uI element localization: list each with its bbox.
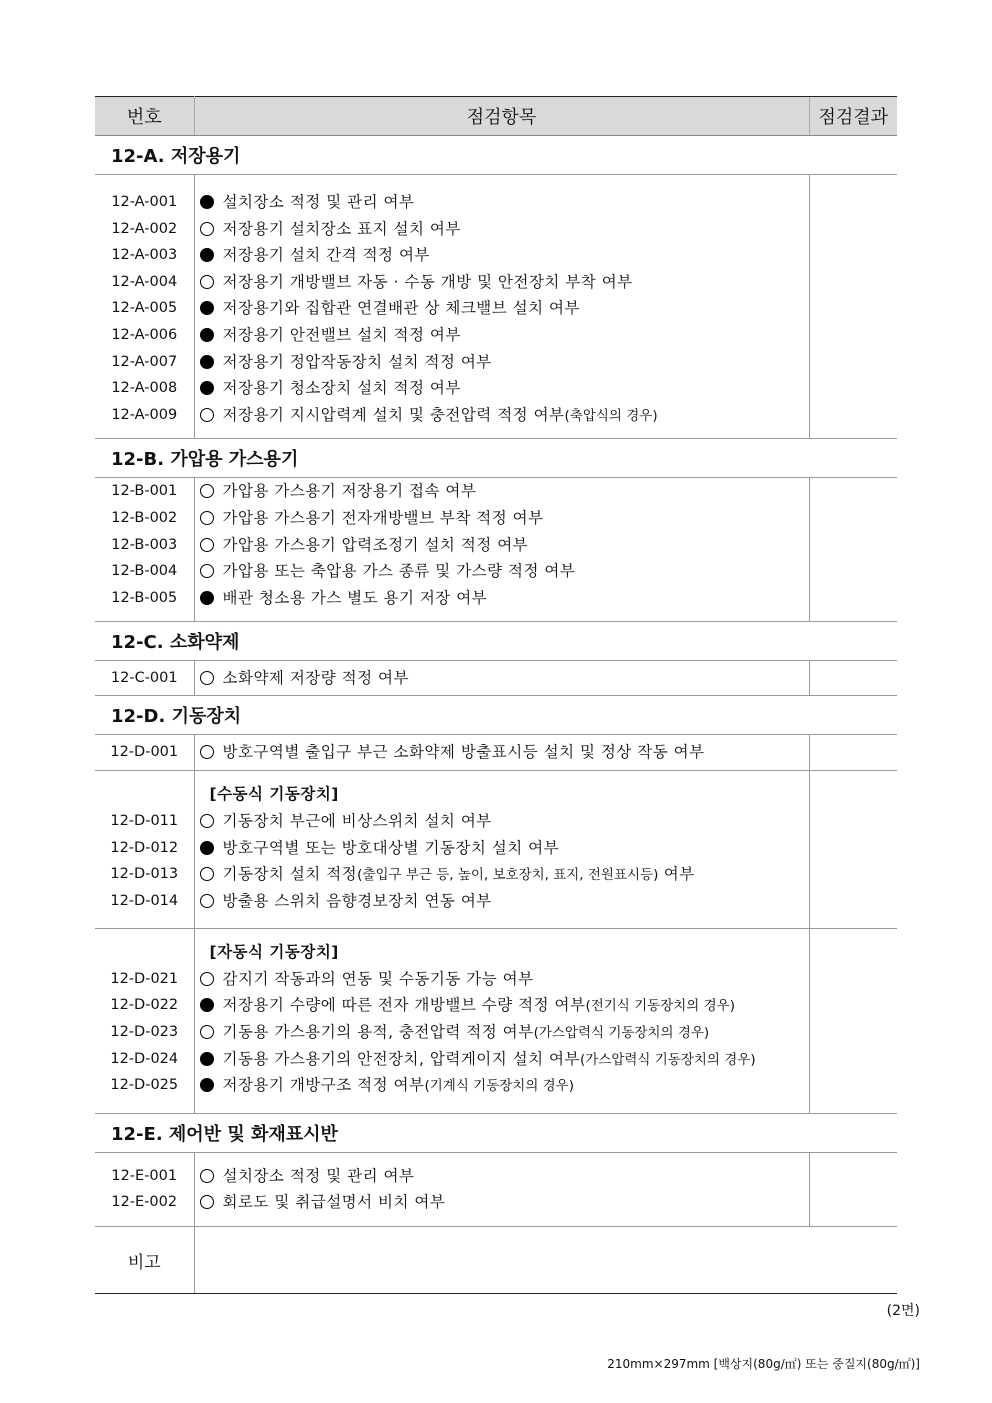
item-column	[194, 661, 809, 696]
code-column	[95, 661, 194, 696]
check-item-text: 기동용 가스용기의 용적, 충전압력 적정 여부	[222, 1023, 534, 1042]
remark-label: 비고	[95, 1227, 194, 1294]
empty-circle-icon	[200, 275, 214, 289]
item-code: 12-D-011	[110, 812, 179, 829]
code-column	[95, 735, 194, 771]
section-d-manual	[95, 771, 897, 929]
section-d-row1	[95, 735, 897, 771]
check-item	[200, 532, 809, 559]
check-item-tail: 여부	[658, 865, 695, 884]
check-item	[200, 966, 809, 993]
item-code: 12-A-003	[111, 247, 178, 264]
filled-circle-icon	[200, 328, 214, 342]
item-code: 12-B-002	[111, 509, 178, 526]
item-code: 12-D-021	[110, 970, 179, 987]
check-item-note: (가스압력식 기동장치의 경우)	[580, 1051, 756, 1068]
check-item	[200, 992, 809, 1019]
code-column	[95, 478, 194, 622]
section-d-auto	[95, 929, 897, 1114]
section-b-group	[95, 478, 897, 622]
check-item	[200, 661, 809, 695]
check-item	[200, 808, 809, 835]
check-item-text: 설치장소 적정 및 관리 여부	[222, 1166, 415, 1185]
item-column	[194, 735, 809, 771]
item-code: 12-B-001	[111, 483, 178, 500]
check-item-note: (가스압력식 기동장치의 경우)	[533, 1025, 710, 1042]
filled-circle-icon	[200, 355, 214, 369]
result-cell[interactable]	[809, 735, 897, 771]
section-e-group	[95, 1152, 897, 1226]
item-column	[194, 175, 809, 439]
check-item-text: 저장용기 안전밸브 설치 적정 여부	[222, 325, 461, 344]
item-code: 12-A-008	[111, 380, 178, 397]
check-item	[200, 505, 809, 532]
item-code: 12-A-007	[111, 353, 178, 370]
check-item-text: 저장용기 개방밸브 자동 · 수동 개방 및 안전장치 부착 여부	[222, 272, 633, 291]
result-cell[interactable]	[809, 771, 897, 929]
check-item	[200, 322, 809, 349]
empty-circle-icon	[200, 538, 214, 552]
check-item-text: 소화약제 저장량 적정 여부	[222, 669, 409, 688]
check-item-text: 저장용기 설치 간격 적정 여부	[222, 246, 430, 265]
item-code: 12-A-005	[111, 300, 178, 317]
check-item-text: 가압용 가스용기 저장용기 접속 여부	[222, 482, 477, 501]
check-item	[200, 349, 809, 376]
filled-circle-icon	[200, 248, 214, 262]
filled-circle-icon	[200, 301, 214, 315]
checklist-table	[95, 96, 897, 1294]
section-title-a: 12-A. 저장용기	[95, 136, 897, 175]
manual-start-subtitle: [수동식 기동장치]	[209, 785, 339, 804]
item-column	[194, 1152, 809, 1226]
check-item	[200, 295, 809, 322]
page-number: (2면)	[886, 1303, 920, 1319]
item-code: 12-D-001	[110, 744, 179, 761]
check-item	[200, 189, 809, 216]
item-code: 12-D-025	[110, 1077, 179, 1094]
result-cell[interactable]	[809, 478, 897, 622]
empty-circle-icon	[200, 814, 214, 828]
item-code: 12-D-012	[110, 839, 179, 856]
result-cell[interactable]	[809, 175, 897, 439]
check-item-text: 저장용기 설치장소 표지 설치 여부	[222, 219, 461, 238]
section-title-b: 12-B. 가압용 가스용기	[95, 439, 897, 478]
empty-circle-icon	[200, 564, 214, 578]
check-item	[200, 216, 809, 243]
check-item	[200, 861, 809, 888]
check-item-text: 저장용기 개방구조 적정 여부	[222, 1076, 425, 1095]
check-item	[200, 1046, 809, 1073]
item-code: 12-D-024	[110, 1050, 179, 1067]
check-item-text: 가압용 또는 축압용 가스 종류 및 가스량 적정 여부	[222, 562, 576, 581]
checklist-sheet	[95, 96, 897, 1294]
item-code: 12-A-001	[111, 194, 178, 210]
check-item-text: 방호구역별 또는 방호대상별 기동장치 설치 여부	[222, 838, 560, 857]
item-code: 12-A-002	[111, 220, 178, 237]
empty-circle-icon	[200, 745, 214, 759]
item-code: 12-A-004	[111, 273, 178, 290]
empty-circle-icon	[200, 1025, 214, 1039]
check-item-text: 배관 청소용 가스 별도 용기 저장 여부	[222, 588, 488, 607]
empty-circle-icon	[200, 1195, 214, 1209]
item-column	[194, 478, 809, 622]
auto-start-subtitle: [자동식 기동장치]	[209, 943, 339, 962]
item-column	[194, 771, 809, 929]
item-code: 12-A-006	[111, 326, 178, 343]
check-item	[200, 242, 809, 269]
check-item-text: 가압용 가스용기 전자개방밸브 부착 적정 여부	[222, 508, 544, 527]
result-cell[interactable]	[809, 929, 897, 1114]
filled-circle-icon	[200, 381, 214, 395]
check-item	[200, 1189, 809, 1216]
paper-spec-footer: 210mm×297mm [백상지(80g/㎡) 또는 중질지(80g/㎡)]	[607, 1357, 920, 1371]
filled-circle-icon	[200, 998, 214, 1012]
check-item-text: 방호구역별 출입구 부근 소화약제 방출표시등 설치 및 정상 작동 여부	[222, 743, 705, 762]
code-column	[95, 1152, 194, 1226]
check-item	[200, 585, 809, 612]
empty-circle-icon	[200, 671, 214, 685]
check-item-text: 저장용기 청소장치 설치 적정 여부	[222, 379, 461, 398]
item-code: 12-D-013	[110, 866, 179, 883]
check-item-text: 설치장소 적정 및 관리 여부	[222, 193, 415, 211]
item-column	[194, 929, 809, 1114]
empty-circle-icon	[200, 408, 214, 422]
item-code: 12-D-022	[110, 997, 179, 1014]
check-item-text: 방출용 스위치 음향경보장치 연동 여부	[222, 891, 492, 910]
empty-circle-icon	[200, 894, 214, 908]
item-code: 12-B-004	[111, 563, 178, 580]
check-item-text: 저장용기와 집합관 연결배관 상 체크밸브 설치 여부	[222, 299, 580, 318]
item-code: 12-E-002	[111, 1194, 178, 1211]
check-item	[200, 478, 809, 505]
empty-circle-icon	[200, 1169, 214, 1183]
empty-circle-icon	[200, 484, 214, 498]
check-item	[200, 888, 809, 915]
code-column	[95, 175, 194, 439]
check-item-text: 저장용기 정압작동장치 설치 적정 여부	[222, 352, 492, 371]
check-item	[200, 1163, 809, 1190]
result-cell[interactable]	[809, 1152, 897, 1226]
remark-row	[95, 1227, 897, 1294]
section-title-c: 12-C. 소화약제	[95, 622, 897, 661]
check-item-text: 기동장치 설치 적정	[222, 865, 358, 884]
item-code: 12-B-003	[111, 536, 178, 553]
check-item-note: (출입구 부근 등, 높이, 보호장치, 표지, 전원표시등)	[357, 867, 659, 884]
check-item-text: 기동용 가스용기의 안전장치, 압력게이지 설치 여부	[222, 1049, 580, 1068]
section-title-d: 12-D. 기동장치	[95, 696, 897, 735]
header-number: 번호	[95, 97, 194, 136]
header-result: 점검결과	[809, 97, 897, 136]
check-item	[200, 1019, 809, 1046]
empty-circle-icon	[200, 222, 214, 236]
check-item-note: (축압식의 경우)	[564, 407, 658, 424]
remark-field[interactable]	[194, 1227, 897, 1294]
check-item	[200, 402, 809, 429]
check-item-text: 회로도 및 취급설명서 비치 여부	[222, 1193, 446, 1212]
check-item-note: (전기식 기동장치의 경우)	[585, 998, 735, 1015]
empty-circle-icon	[200, 511, 214, 525]
header-item: 점검항목	[194, 97, 809, 136]
filled-circle-icon	[200, 591, 214, 605]
item-code: 12-E-001	[111, 1167, 178, 1184]
check-item-text: 저장용기 수량에 따른 전자 개방밸브 수량 적정 여부	[222, 996, 586, 1015]
empty-circle-icon	[200, 972, 214, 986]
check-item	[200, 375, 809, 402]
check-item-text: 저장용기 지시압력계 설치 및 충전압력 적정 여부	[222, 405, 565, 424]
filled-circle-icon	[200, 1078, 214, 1092]
filled-circle-icon	[200, 841, 214, 855]
section-title-e: 12-E. 제어반 및 화재표시반	[95, 1113, 897, 1152]
item-code: 12-A-009	[111, 406, 178, 423]
code-column	[95, 929, 194, 1114]
check-item	[200, 269, 809, 296]
item-code: 12-D-023	[110, 1024, 179, 1041]
check-item	[200, 1072, 809, 1099]
item-code: 12-D-014	[110, 892, 179, 909]
check-item-note: (기계식 기동장치의 경우)	[424, 1078, 574, 1095]
empty-circle-icon	[200, 867, 214, 881]
item-code: 12-C-001	[110, 670, 178, 687]
check-item	[200, 558, 809, 585]
section-c-group	[95, 661, 897, 696]
table-header	[95, 97, 897, 136]
check-item-text: 기동장치 부근에 비상스위치 설치 여부	[222, 811, 492, 830]
check-item	[200, 835, 809, 862]
check-item-text: 가압용 가스용기 압력조정기 설치 적정 여부	[222, 535, 529, 554]
code-column	[95, 771, 194, 929]
item-code: 12-B-005	[111, 589, 178, 606]
section-a-group	[95, 175, 897, 439]
check-item-text: 감지기 작동과의 연동 및 수동기동 가능 여부	[222, 969, 534, 988]
result-cell[interactable]	[809, 661, 897, 696]
filled-circle-icon	[200, 1052, 214, 1066]
filled-circle-icon	[200, 195, 214, 209]
check-item	[200, 735, 809, 770]
